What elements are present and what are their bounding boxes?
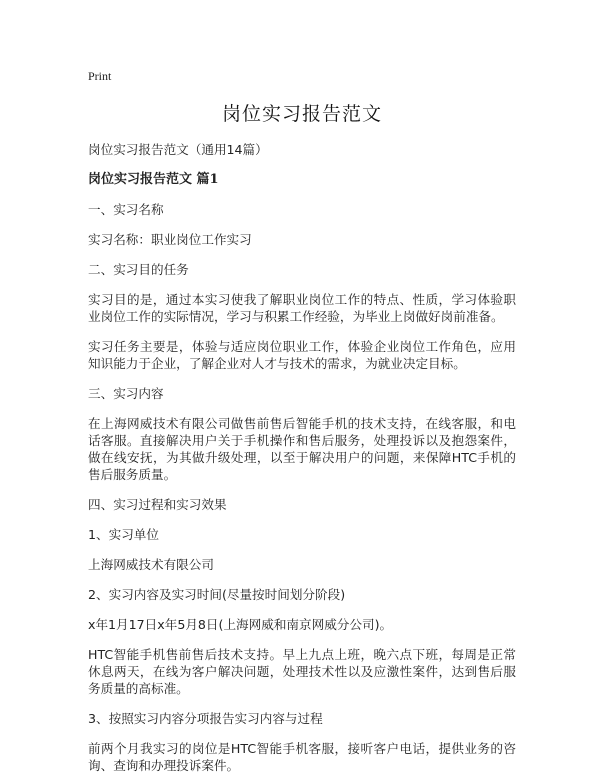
- paragraph-dates: x年1月17日x年5月8日(上海网威和南京网威分公司)。: [88, 617, 393, 632]
- section-heading: 岗位实习报告范文 篇1: [88, 172, 219, 187]
- document-subtitle: 岗位实习报告范文（通用14篇）: [88, 142, 268, 157]
- paragraph-first-two-months: 前两个月我实习的岗位是HTC智能手机客服，接听客户电话，提供业务的咨询、查询和办理投诉案件。: [88, 741, 516, 773]
- heading-process-effect: 四、实习过程和实习效果: [88, 497, 227, 512]
- paragraph-content: 在上海网威技术有限公司做售前售后智能手机的技术支持，在线客服，和电话客服。直接解决用户关于手机操作和售后服务，处理投诉以及抱怨案件，做在线安抚，为其做升级处理，以至于解决用户的问题，来保障HTC手机的售后服务质量。: [88, 416, 516, 482]
- heading-internship-unit: 1、实习单位: [88, 527, 159, 542]
- heading-content-time: 2、实习内容及实习时间(尽量按时间划分阶段): [88, 587, 346, 602]
- paragraph-internship-name: 实习名称：职业岗位工作实习: [88, 232, 252, 247]
- heading-itemized-report: 3、按照实习内容分项报告实习内容与过程: [88, 711, 323, 726]
- paragraph-purpose: 实习目的是，通过本实习使我了解职业岗位工作的特点、性质，学习体验职业岗位工作的实际情况，学习与积累工作经验，为毕业上岗做好岗前准备。: [88, 292, 516, 324]
- heading-internship-name: 一、实习名称: [88, 202, 164, 217]
- document-page: [88, 68, 516, 774]
- heading-internship-content: 三、实习内容: [88, 386, 164, 401]
- paragraph-tasks: 实习任务主要是，体验与适应岗位职业工作，体验企业岗位工作角色，应用知识能力于企业，了解企业对人才与技术的需求，为就业决定目标。: [88, 339, 516, 371]
- document-title: 岗位实习报告范文: [221, 103, 382, 125]
- heading-internship-purpose: 二、实习目的任务: [88, 262, 189, 277]
- paragraph-company: 上海网威技术有限公司: [88, 557, 214, 572]
- print-link[interactable]: Print: [88, 69, 112, 83]
- paragraph-support: HTC智能手机售前售后技术支持。早上九点上班，晚六点下班，每周是正常休息两天，在线为客户解决问题，处理技术性以及应激性案件，达到售后服务质量的高标准。: [88, 647, 516, 696]
